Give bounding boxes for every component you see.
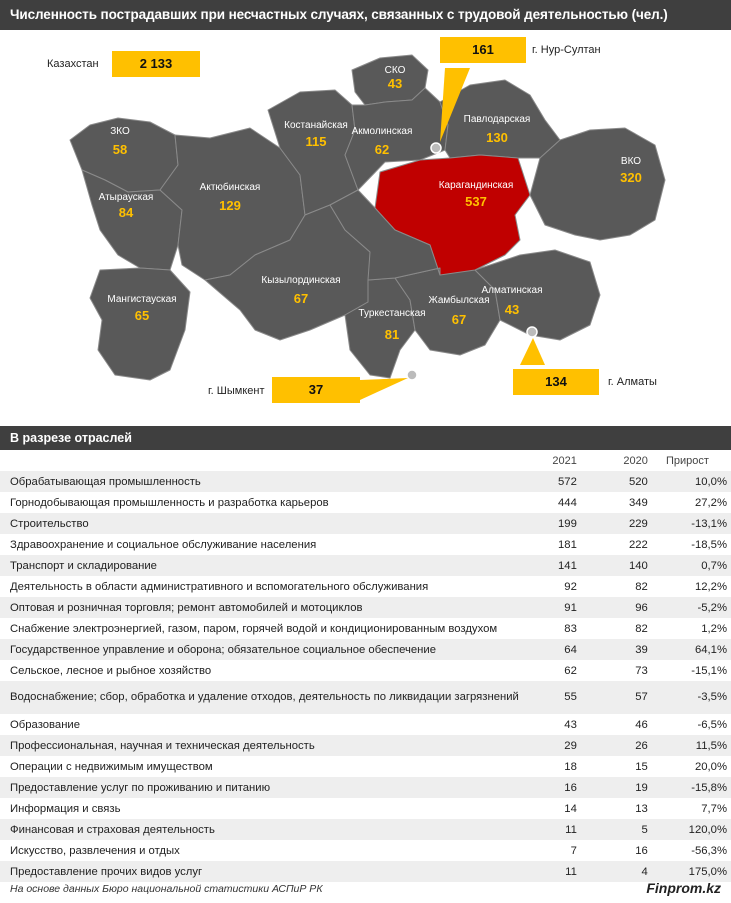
table-row (0, 777, 731, 798)
callout-pointer-shymkent (360, 378, 408, 400)
value-2021: 11 (522, 861, 577, 882)
callout-pointer-almaty (520, 338, 545, 365)
industries-table (0, 450, 731, 882)
value-atyrau: 84 (118, 205, 134, 220)
label-kostanay: Костанайская (284, 120, 348, 131)
table-row (0, 471, 731, 492)
label-atyrau: Атырауская (98, 192, 154, 203)
value-2021: 572 (522, 471, 577, 492)
industry-name: Предоставление услуг по проживанию и питанию (0, 777, 522, 798)
shymkent-label: г. Шымкент (208, 385, 265, 397)
value-2020: 73 (635, 664, 648, 677)
map-svg (0, 30, 731, 426)
page-title: Численность пострадавших при несчастных случаях, связанных с трудовой деятельностью (чел.) (0, 0, 731, 30)
value-2021: 92 (564, 580, 577, 593)
value-2021: 181 (558, 538, 577, 551)
value-pavlodar: 130 (486, 130, 508, 145)
table-row (0, 681, 731, 714)
value-2020: 520 (577, 471, 648, 492)
almaty-label: г. Алматы (608, 376, 657, 388)
city-marker-nursultan[interactable] (431, 143, 441, 153)
industry-name: Снабжение электроэнергией, газом, паром, горячей водой и кондиционированным воздухом (10, 622, 498, 635)
table-row (0, 618, 731, 639)
growth-value: 175,0% (648, 861, 731, 882)
section-header-industries: В разрезе отраслей (0, 426, 731, 450)
value-2020: 26 (577, 735, 648, 756)
value-2021: 29 (522, 735, 577, 756)
value-2021: 199 (522, 513, 577, 534)
growth-value: 0,7% (648, 555, 731, 576)
industry-name: Образование (10, 718, 81, 731)
value-akmola: 62 (374, 142, 390, 157)
growth-value: 12,2% (694, 580, 727, 593)
industry-name: Транспорт и складирование (0, 555, 522, 576)
value-kostanay: 115 (305, 134, 327, 149)
label-sko: СКО (384, 65, 406, 76)
growth-value: 27,2% (694, 496, 727, 509)
value-2021: 18 (564, 760, 577, 773)
value-zhambyl: 67 (451, 312, 467, 327)
value-sko: 43 (387, 76, 403, 91)
value-2020: 19 (577, 777, 648, 798)
value-kyzylorda: 67 (293, 291, 309, 306)
industry-name: Строительство (0, 513, 522, 534)
industry-name: Здравоохранение и социальное обслуживание населения (10, 538, 317, 551)
value-aktobe: 129 (219, 198, 241, 213)
value-2021: 43 (564, 718, 577, 731)
industry-name: Операции с недвижимым имуществом (10, 760, 213, 773)
industry-name: Финансовая и страховая деятельность (0, 819, 522, 840)
table-body (0, 471, 731, 882)
growth-value: -6,5% (697, 718, 727, 731)
value-2021: 64 (522, 639, 577, 660)
table-row (0, 660, 731, 681)
value-2020: 222 (628, 538, 648, 551)
growth-value: -15,8% (648, 777, 731, 798)
value-2021: 16 (522, 777, 577, 798)
value-2020: 5 (577, 819, 648, 840)
industry-name: Деятельность в области административного и вспомогательного обслуживания (10, 580, 429, 593)
value-vko: 320 (620, 170, 642, 185)
label-akmola: Акмолинская (351, 126, 413, 137)
value-2021: 14 (564, 802, 577, 815)
value-2020: 140 (577, 555, 648, 576)
value-2020: 16 (635, 844, 648, 857)
industry-name: Информация и связь (10, 802, 121, 815)
value-2020: 57 (577, 681, 648, 714)
nursultan-label: г. Нур-Султан (532, 44, 601, 56)
almaty-value: 134 (513, 369, 599, 395)
industries-table-wrap (0, 450, 731, 882)
value-2021: 11 (522, 819, 577, 840)
label-zko: ЗКО (110, 126, 130, 137)
city-marker-almaty[interactable] (527, 327, 537, 337)
col-header-growth: Прирост (665, 454, 709, 467)
industry-name: Государственное управление и оборона; обязательное социальное обеспечение (0, 639, 522, 660)
industry-name: Сельское, лесное и рыбное хозяйство (10, 664, 212, 677)
table-row (0, 639, 731, 660)
growth-value: 7,7% (701, 802, 727, 815)
value-2020: 96 (577, 597, 648, 618)
table-row (0, 492, 731, 513)
table-row (0, 513, 731, 534)
value-2021: 83 (564, 622, 577, 635)
value-2020: 13 (635, 802, 648, 815)
value-2020: 229 (577, 513, 648, 534)
label-kyzylorda: Кызылординская (261, 275, 341, 286)
value-almaty-region: 43 (504, 302, 520, 317)
growth-value: -18,5% (691, 538, 727, 551)
value-zko: 58 (112, 142, 128, 157)
value-2020: 4 (577, 861, 648, 882)
table-row (0, 576, 731, 597)
table-row (0, 597, 731, 618)
value-turkestan: 81 (384, 327, 400, 342)
growth-value: 10,0% (648, 471, 731, 492)
value-2020: 82 (635, 580, 648, 593)
value-2020: 349 (628, 496, 648, 509)
growth-value: -15,1% (691, 664, 727, 677)
growth-value: -3,5% (648, 681, 731, 714)
growth-value: 64,1% (648, 639, 731, 660)
col-header-2020: 2020 (623, 454, 648, 467)
growth-value: 120,0% (648, 819, 731, 840)
growth-value: 1,2% (701, 622, 727, 635)
label-mangistau: Мангистауская (107, 294, 177, 305)
industry-name: Горнодобывающая промышленность и разработка карьеров (10, 496, 329, 509)
industry-name: Искусство, развлечения и отдых (10, 844, 180, 857)
table-row (0, 840, 731, 861)
value-karaganda: 537 (465, 194, 487, 209)
value-2020: 46 (635, 718, 648, 731)
growth-value: -56,3% (691, 844, 727, 857)
industry-name: Оптовая и розничная торговля; ремонт автомобилей и мотоциклов (0, 597, 522, 618)
growth-value: -13,1% (648, 513, 731, 534)
growth-value: 20,0% (694, 760, 727, 773)
kazakhstan-label: Казахстан (47, 58, 99, 70)
city-marker-shymkent[interactable] (407, 370, 417, 380)
label-vko: ВКО (620, 156, 642, 167)
table-row (0, 534, 731, 555)
value-2021: 141 (522, 555, 577, 576)
kazakhstan-total: 2 133 (112, 51, 200, 77)
table-row (0, 555, 731, 576)
value-2020: 39 (577, 639, 648, 660)
nursultan-value: 161 (440, 37, 526, 63)
label-karaganda: Карагандинская (438, 180, 514, 191)
kazakhstan-map (0, 30, 731, 426)
growth-value: -5,2% (648, 597, 731, 618)
col-header-name (0, 450, 522, 471)
brand-logo: Finprom.kz (646, 880, 721, 896)
label-pavlodar: Павлодарская (463, 114, 531, 125)
table-row (0, 819, 731, 840)
table-row (0, 714, 731, 735)
table-header-row (0, 450, 731, 471)
value-2021: 7 (570, 844, 577, 857)
source-note: На основе данных Бюро национальной статистики АСПиР РК (10, 883, 323, 895)
table-row (0, 861, 731, 882)
growth-value: 11,5% (648, 735, 731, 756)
label-zhambyl: Жамбылская (428, 295, 490, 306)
value-mangistau: 65 (134, 308, 150, 323)
table-row (0, 756, 731, 777)
region-mangistau[interactable] (90, 268, 190, 380)
col-header-2021: 2021 (552, 454, 577, 467)
value-2021: 55 (522, 681, 577, 714)
industry-name: Профессиональная, научная и техническая деятельность (0, 735, 522, 756)
table-row (0, 735, 731, 756)
industry-name: Предоставление прочих видов услуг (0, 861, 522, 882)
value-2021: 62 (564, 664, 577, 677)
industry-name: Водоснабжение; сбор, обработка и удаление отходов, деятельность по ликвидации загрязнений (0, 681, 522, 714)
label-aktobe: Актюбинская (199, 182, 261, 193)
shymkent-value: 37 (272, 377, 360, 403)
label-almaty-region: Алматинская (481, 285, 543, 296)
value-2020: 82 (635, 622, 648, 635)
value-2021: 91 (522, 597, 577, 618)
label-turkestan: Туркестанская (358, 308, 426, 319)
value-2020: 15 (635, 760, 648, 773)
table-row (0, 798, 731, 819)
value-2021: 444 (558, 496, 577, 509)
industry-name: Обрабатывающая промышленность (0, 471, 522, 492)
